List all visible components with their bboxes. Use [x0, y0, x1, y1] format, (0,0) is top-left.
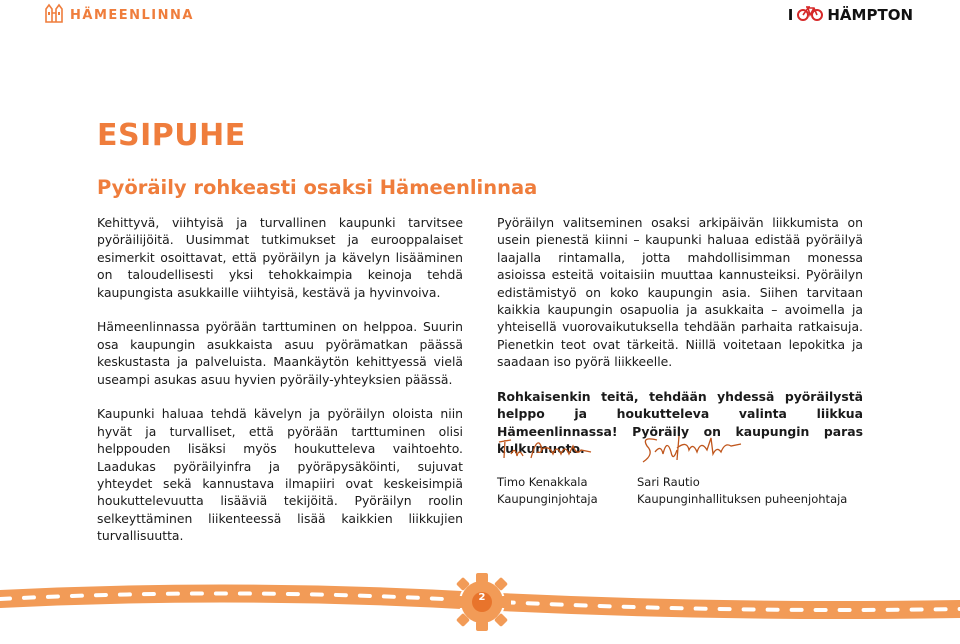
page-number: 2 [478, 592, 486, 603]
page-subtitle: Pyöräily rohkeasti osaksi Hämeenlinnaa [97, 176, 538, 199]
signature-block [497, 432, 863, 512]
signer-1-name: Timo Kenakkala [497, 475, 588, 489]
left-paragraph-2: Hämeenlinnassa pyörään tarttuminen on helppoa. Suurin osa kaupungin asukkaista asuu pyörämatkan päässä keskustasta ja palveluista. Maankäytön kehittyessä vielä useampi asukas asuu hyvien pyöräily-yhteyksien päässä. [97, 319, 463, 387]
hameenlinna-logo [44, 3, 194, 27]
logo-letter-i: I [787, 6, 794, 24]
signer-2-role: Kaupunginhallituksen puheenjohtaja [637, 492, 848, 506]
bicycle-chain-decoration [0, 565, 960, 644]
left-text-column [97, 214, 463, 562]
right-paragraph-bold: Rohkaisenkin teitä, tehdään yhdessä pyöräilystä helppo ja houkutteleva valinta liikkua Hämeenlinnassa! Pyöräily on kaupungin paras kulkumuoto. [497, 389, 863, 457]
left-paragraph-3: Kaupunki haluaa tehdä kävelyn ja pyöräilyn oloista niin hyvät ja turvalliset, että pyörään tarttuminen olisi helppouden lisäksi myös houkutteleva vaihtoehto. Laadukas pyöräilyinfra ja pyöräpysäköinti, sujuvat yhteydet sekä kannustava ilmapiiri ovat keskeisimpiä houkuttelevuutta lisääviä tekijöitä. Pyöräilyn roolin selkeyttäminen liikenteessä lisää kaikkien liikkujien turvallisuutta. [97, 406, 463, 544]
signer-1-role: Kaupunginjohtaja [497, 492, 598, 506]
signer-2-name: Sari Rautio [637, 475, 700, 489]
right-paragraph-1: Pyöräilyn valitseminen osaksi arkipäivän liikkumista on usein pienestä kiinni – kaupunki haluaa edistää pyöräilyä laajalla rintamalla, jotta mahdollisimman monessa asioissa esteitä voitaisiin muuttaa kannusteiksi. Pyöräilyn edistämistyö on koko kaupungin asia. Siihen tarvitaan kaikkia kaupungin osapuolia ja asukkaita – avoimella ja yhteisellä vuorovaikutuksella tehdään parhaita ratkaisuja. Pienetkin teot ovat tärkeitä. Niillä voitetaan lepokitka ja saadaan iso pyörä liikkeelle. [497, 215, 863, 370]
bicycle-icon [797, 5, 823, 25]
signature-1 [497, 432, 598, 508]
hameenlinna-wordmark: HÄMEENLINNA [70, 7, 194, 23]
left-paragraph-1: Kehittyvä, viihtyisä ja turvallinen kaupunki tarvitsee pyöräilijöitä. Uusimmat tutkimukset ja eurooppalaiset esimerkit osoittavat, että pyöräilyn ja kävelyn lisääminen on taloudellisesti yksi tehokkaimpia keinoja tehdä kaupungista asukkaille viihtyisä, kestävä ja hyvinvoiva. [97, 215, 463, 300]
page-title: ESIPUHE [97, 118, 246, 153]
handwritten-signature-1 [497, 451, 597, 470]
castle-icon [44, 3, 64, 27]
signature-2 [637, 432, 847, 508]
i-bike-hampton-logo [788, 5, 913, 25]
handwritten-signature-2 [637, 451, 747, 470]
hampton-wordmark: HÄMPTON [827, 6, 913, 24]
